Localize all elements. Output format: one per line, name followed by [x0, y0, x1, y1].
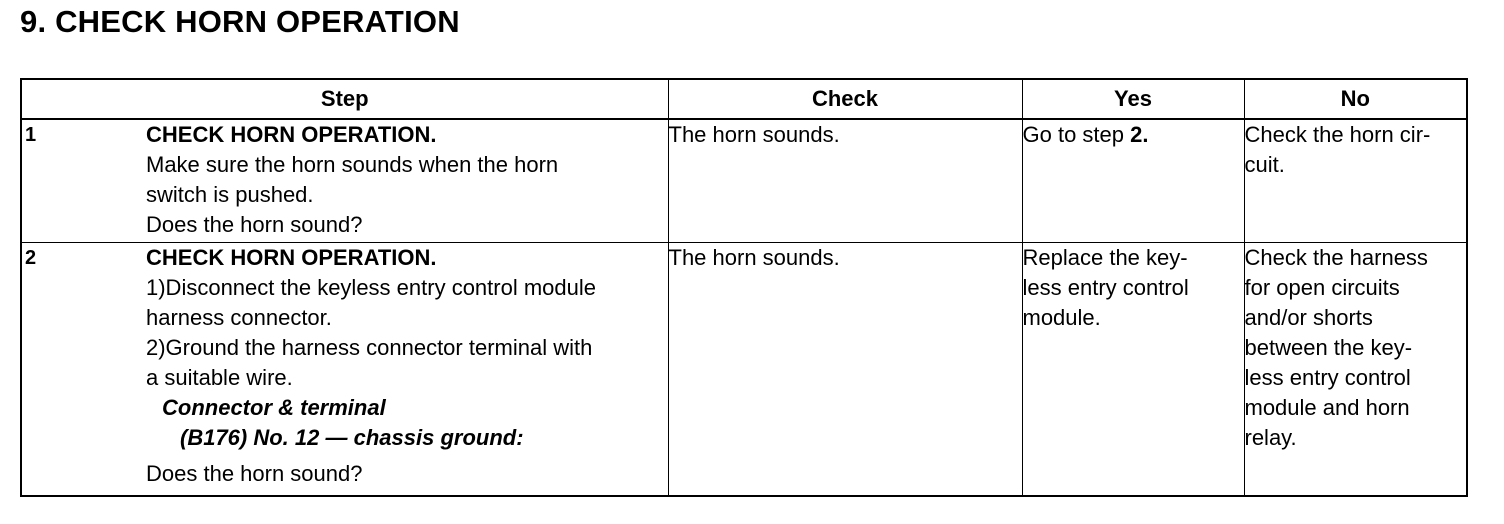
connector-label: Connector & terminal [162, 395, 386, 420]
header-step: Step [21, 79, 668, 119]
header-check: Check [668, 79, 1022, 119]
step-text: 1)Disconnect the keyless entry control module [146, 275, 596, 300]
check-cell [668, 243, 1022, 497]
step-text: a suitable wire. [146, 365, 293, 390]
no-text: Check the harness [1244, 245, 1428, 270]
yes-step-link: 2. [1130, 122, 1149, 147]
yes-text [1023, 120, 1244, 150]
header-no: No [1244, 79, 1467, 119]
check-text: The horn sounds. [668, 245, 840, 270]
step-number: 2 [25, 247, 37, 269]
no-text: for open circuits [1244, 275, 1400, 300]
table-header-row [21, 79, 1467, 119]
no-text: less entry control [1244, 365, 1411, 390]
step-question: Does the horn sound? [146, 212, 363, 237]
step-title: CHECK HORN OPERATION. [146, 122, 437, 147]
step-cell [21, 243, 668, 497]
no-cell [1244, 119, 1467, 243]
connector-value: (B176) No. 12 — chassis ground: [180, 425, 524, 450]
step-number: 1 [25, 124, 37, 146]
header-yes: Yes [1022, 79, 1244, 119]
step-text: 2)Ground the harness connector terminal with [146, 335, 593, 360]
step-title: CHECK HORN OPERATION. [146, 245, 437, 270]
no-text: module and horn [1244, 395, 1410, 420]
check-text: The horn sounds. [668, 122, 840, 147]
step-text: switch is pushed. [146, 182, 314, 207]
step-cell [21, 119, 668, 243]
no-text: Check the horn cir- [1244, 122, 1431, 147]
no-text: between the key- [1244, 335, 1413, 360]
step-question: Does the horn sound? [146, 461, 363, 486]
yes-prefix: Go to step [1022, 122, 1131, 147]
yes-cell [1022, 119, 1244, 243]
yes-text: module. [1022, 305, 1101, 330]
yes-cell [1022, 243, 1244, 497]
no-text: and/or shorts [1244, 305, 1373, 330]
no-text: relay. [1244, 425, 1297, 450]
no-cell [1244, 243, 1467, 497]
yes-text: Replace the key- [1022, 245, 1188, 270]
yes-text: less entry control [1022, 275, 1189, 300]
step-text: harness connector. [146, 305, 332, 330]
page-title: 9. CHECK HORN OPERATION [20, 4, 460, 39]
step-text: Make sure the horn sounds when the horn [146, 152, 559, 177]
no-text: cuit. [1244, 152, 1285, 177]
table-row [21, 243, 1467, 497]
check-cell [668, 119, 1022, 243]
table-row [21, 119, 1467, 243]
diagnostic-table [20, 78, 1468, 497]
